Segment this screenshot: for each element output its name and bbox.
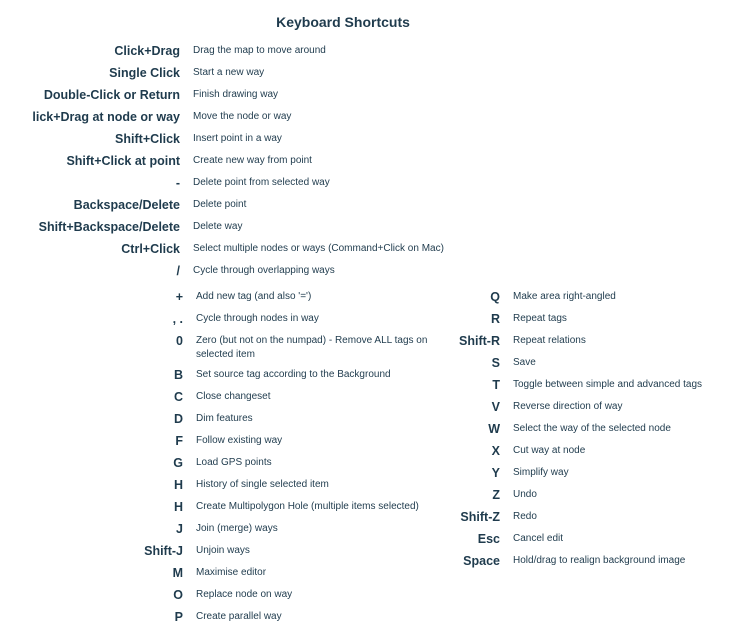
shortcut-description: Delete way xyxy=(193,221,243,232)
shortcut-key: Single Click xyxy=(109,66,180,80)
shortcut-row xyxy=(0,518,460,540)
shortcut-description: Delete point from selected way xyxy=(193,177,330,188)
shortcut-key: X xyxy=(491,444,500,458)
shortcut-key: B xyxy=(173,368,183,382)
keyboard-shortcuts-left-column xyxy=(0,286,460,628)
shortcut-row xyxy=(0,106,731,128)
shortcut-key: M xyxy=(172,566,183,580)
shortcut-description: Cycle through overlapping ways xyxy=(193,265,335,276)
shortcut-row xyxy=(0,452,460,474)
shortcut-row xyxy=(0,562,460,584)
shortcut-key: , . xyxy=(172,312,183,326)
shortcut-key: Ctrl+Click xyxy=(121,242,180,256)
shortcut-row xyxy=(440,352,731,374)
shortcut-key: F xyxy=(175,434,183,448)
shortcut-key: + xyxy=(175,290,183,304)
keyboard-shortcuts-right-column xyxy=(440,286,731,572)
shortcut-row xyxy=(0,386,460,408)
shortcut-description: Maximise editor xyxy=(196,567,267,578)
shortcut-description: Reverse direction of way xyxy=(513,401,623,412)
shortcut-description: Join (merge) ways xyxy=(196,523,278,534)
shortcut-description: Set source tag according to the Background xyxy=(196,369,391,380)
shortcut-key: Esc xyxy=(477,532,500,546)
shortcut-key: S xyxy=(491,356,500,370)
shortcut-key: Shift-Z xyxy=(460,510,500,524)
shortcut-key: Backspace/Delete xyxy=(73,198,180,212)
shortcut-description: Unjoin ways xyxy=(196,545,250,556)
shortcut-row xyxy=(0,286,460,308)
shortcut-key: G xyxy=(173,456,183,470)
shortcut-description: Move the node or way xyxy=(193,111,292,122)
shortcut-key: Shift+Click at point xyxy=(66,154,180,168)
shortcut-key: Shift-J xyxy=(144,544,183,558)
shortcut-description: Repeat tags xyxy=(513,313,567,324)
shortcut-row xyxy=(0,194,731,216)
shortcut-key: Shift-R xyxy=(459,334,500,348)
shortcut-key: Y xyxy=(491,466,500,480)
shortcut-key: C xyxy=(173,390,183,404)
shortcut-key: H xyxy=(173,500,183,514)
shortcut-row xyxy=(0,216,731,238)
shortcut-key: V xyxy=(491,400,500,414)
shortcut-description: Toggle between simple and advanced tags xyxy=(513,379,703,390)
shortcut-key: H xyxy=(173,478,183,492)
shortcut-description: Cancel edit xyxy=(513,533,564,544)
shortcut-description: Select multiple nodes or ways (Command+Click on Mac) xyxy=(193,243,444,254)
shortcut-row xyxy=(0,584,460,606)
shortcut-description: Hold/drag to realign background image xyxy=(513,555,686,566)
shortcut-key: Space xyxy=(463,554,500,568)
shortcut-row xyxy=(0,474,460,496)
shortcut-row xyxy=(440,418,731,440)
shortcut-key: P xyxy=(174,610,183,624)
shortcut-row xyxy=(440,440,731,462)
shortcut-row xyxy=(0,430,460,452)
shortcut-key: 0 xyxy=(176,334,183,348)
mouse-shortcuts-list xyxy=(0,40,731,282)
shortcut-key: Shift+Backspace/Delete xyxy=(38,220,180,234)
shortcut-key: Q xyxy=(490,290,500,304)
shortcut-row xyxy=(440,462,731,484)
shortcut-key: D xyxy=(173,412,183,426)
shortcut-key: Double-Click or Return xyxy=(43,88,180,102)
shortcut-key: Click+Drag xyxy=(114,44,180,58)
shortcut-row xyxy=(440,286,731,308)
shortcut-description: Start a new way xyxy=(193,67,265,78)
shortcut-row xyxy=(0,496,460,518)
shortcut-description: Save xyxy=(513,357,536,368)
shortcut-description: Select the way of the selected node xyxy=(513,423,671,434)
shortcut-key: O xyxy=(173,588,183,602)
shortcut-description: Repeat relations xyxy=(513,335,586,346)
shortcut-description: Follow existing way xyxy=(196,435,283,446)
shortcut-row xyxy=(440,484,731,506)
shortcut-row xyxy=(440,396,731,418)
shortcut-key: - xyxy=(175,176,180,190)
shortcut-description: Cycle through nodes in way xyxy=(196,313,319,324)
shortcut-description: Delete point xyxy=(193,199,247,210)
shortcut-key: lick+Drag at node or way xyxy=(32,110,180,124)
shortcut-row xyxy=(440,528,731,550)
shortcut-row xyxy=(440,308,731,330)
shortcut-row xyxy=(0,150,731,172)
shortcut-description: Load GPS points xyxy=(196,457,272,468)
shortcut-row xyxy=(440,374,731,396)
shortcut-key: T xyxy=(492,378,500,392)
shortcut-row xyxy=(0,84,731,106)
shortcut-description: Create new way from point xyxy=(193,155,312,166)
shortcut-row xyxy=(440,330,731,352)
shortcut-description: Make area right-angled xyxy=(513,291,616,302)
shortcut-row xyxy=(0,408,460,430)
shortcut-description: Simplify way xyxy=(513,467,569,478)
shortcut-description: Replace node on way xyxy=(196,589,293,600)
page-title: Keyboard Shortcuts xyxy=(276,14,410,30)
shortcut-row xyxy=(0,172,731,194)
shortcut-description: Create parallel way xyxy=(196,611,282,622)
shortcut-row xyxy=(0,128,731,150)
shortcut-key: R xyxy=(490,312,500,326)
shortcut-description: Zero (but not on the numpad) - Remove ALL tags on selected item xyxy=(196,335,428,360)
shortcut-row xyxy=(0,540,460,562)
shortcut-key: Shift+Click xyxy=(115,132,180,146)
shortcut-row xyxy=(0,260,731,282)
shortcut-description: History of single selected item xyxy=(196,479,329,490)
shortcut-description: Drag the map to move around xyxy=(193,45,326,56)
shortcut-row xyxy=(440,506,731,528)
shortcut-row xyxy=(0,238,731,260)
shortcut-description: Undo xyxy=(513,489,537,500)
shortcut-row xyxy=(0,364,460,386)
shortcut-row xyxy=(0,308,460,330)
shortcut-key: Z xyxy=(492,488,500,502)
shortcut-key: / xyxy=(176,264,180,278)
shortcut-description: Create Multipolygon Hole (multiple items selected) xyxy=(196,501,419,512)
shortcut-description: Add new tag (and also '=') xyxy=(196,291,312,302)
shortcut-row xyxy=(0,330,460,364)
shortcut-key: W xyxy=(488,422,500,436)
shortcut-description: Cut way at node xyxy=(513,445,586,456)
shortcut-description: Finish drawing way xyxy=(193,89,279,100)
shortcut-row xyxy=(440,550,731,572)
shortcut-row xyxy=(0,40,731,62)
shortcut-row xyxy=(0,62,731,84)
shortcut-description: Dim features xyxy=(196,413,253,424)
shortcut-description: Insert point in a way xyxy=(193,133,282,144)
shortcut-key: J xyxy=(176,522,183,536)
shortcut-description: Redo xyxy=(513,511,537,522)
shortcut-description: Close changeset xyxy=(196,391,271,402)
shortcut-row xyxy=(0,606,460,628)
